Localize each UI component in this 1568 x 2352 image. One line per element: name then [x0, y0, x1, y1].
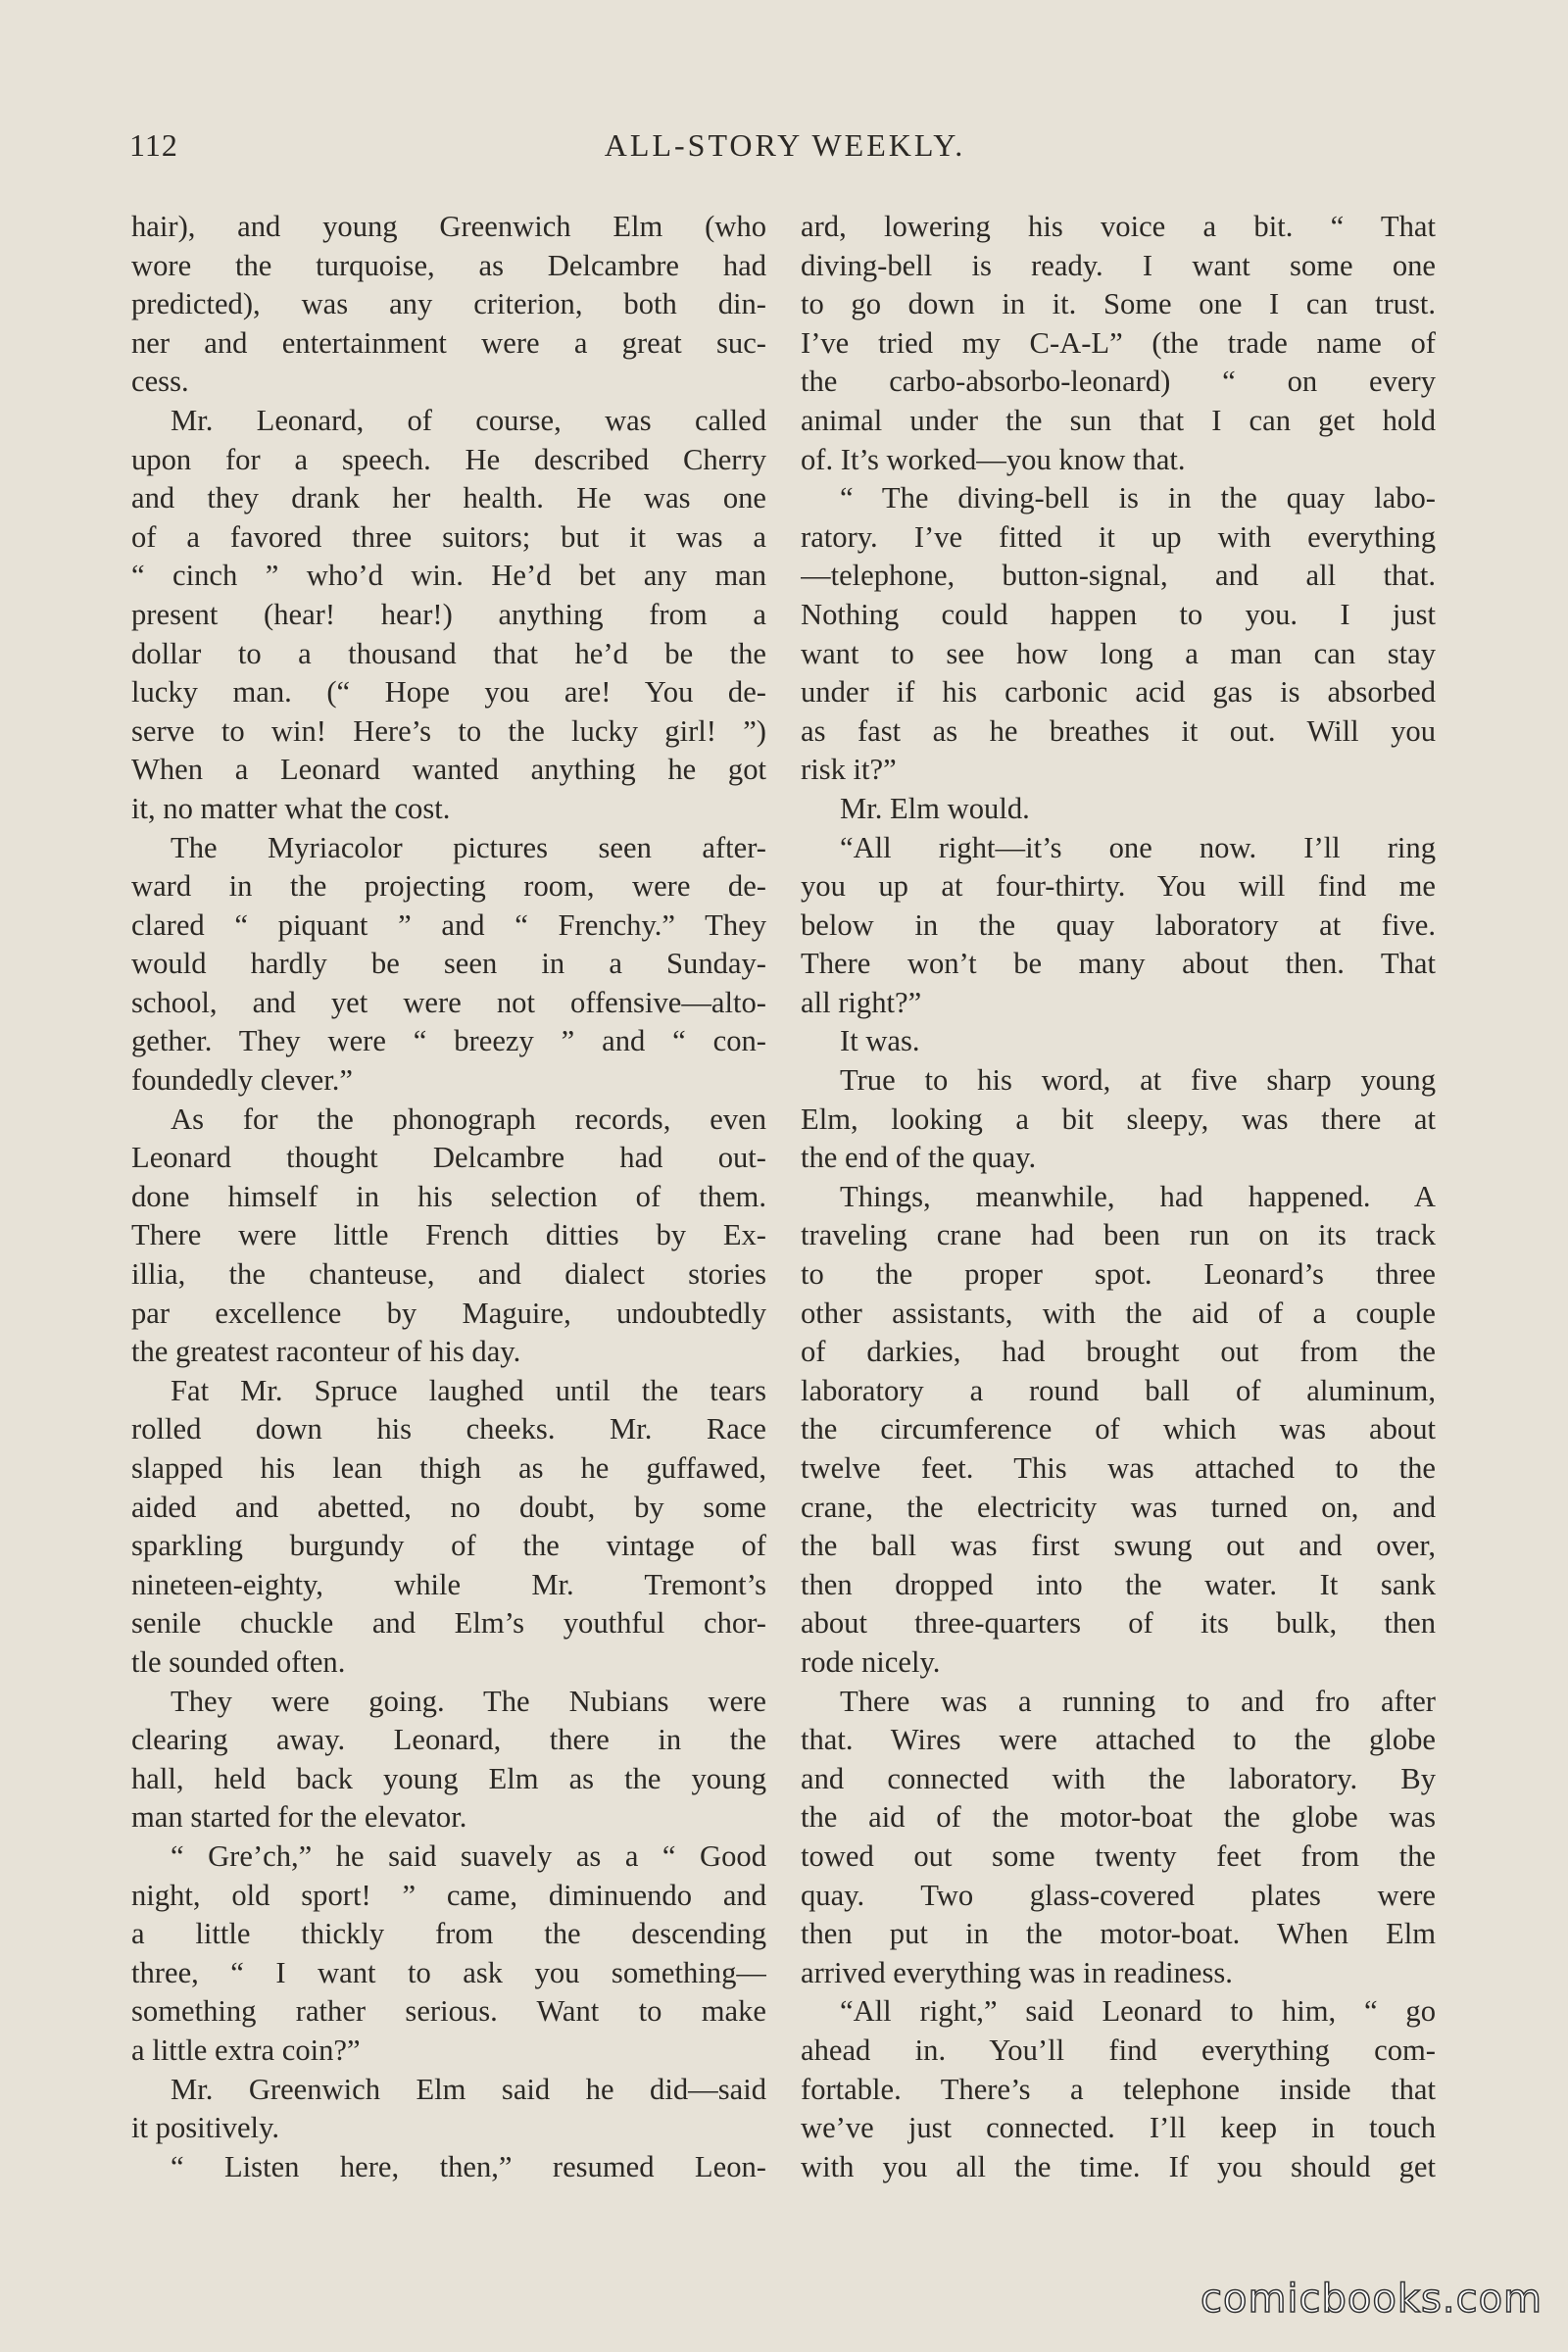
text-line: Mr. Leonard, of course, was called	[171, 403, 766, 437]
text-line: rolled down his cheeks. Mr. Race	[131, 1412, 766, 1446]
left-text-column	[131, 208, 766, 2186]
text-line: crane, the electricity was turned on, and	[801, 1490, 1436, 1524]
page-header	[129, 127, 1441, 176]
text-line: done himself in his selection of them.	[131, 1179, 766, 1213]
text-line: rode nicely.	[801, 1644, 941, 1679]
text-line: present (hear! hear!) anything from a	[131, 597, 766, 631]
text-line: aided and abetted, no doubt, by some	[131, 1490, 766, 1524]
running-title: ALL-STORY WEEKLY.	[604, 127, 966, 163]
text-line: man started for the elevator.	[131, 1800, 467, 1835]
text-line: arrived everything was in readiness.	[801, 1955, 1233, 1989]
text-line: cess.	[131, 365, 189, 399]
text-line: Elm, looking a bit sleepy, was there at	[801, 1102, 1436, 1136]
text-line: traveling crane had been run on its track	[801, 1218, 1436, 1252]
text-line: and they drank her health. He was one	[131, 481, 766, 515]
text-line: below in the quay laboratory at five.	[801, 907, 1436, 942]
text-line: about three-quarters of its bulk, then	[801, 1606, 1436, 1641]
text-line: it positively.	[131, 2111, 279, 2145]
text-line: the aid of the motor-boat the globe was	[801, 1800, 1436, 1835]
text-line: lucky man. (“ Hope you are! You de-	[131, 675, 766, 710]
text-line: senile chuckle and Elm’s youthful chor-	[131, 1606, 766, 1641]
text-line: quay. Two glass-covered plates were	[801, 1878, 1436, 1912]
text-line: I’ve tried my C-A-L” (the trade name of	[801, 325, 1436, 360]
text-line: the carbo-absorbo-leonard) “ on every	[801, 365, 1436, 399]
text-line: tle sounded often.	[131, 1644, 346, 1679]
text-line: animal under the sun that I can get hold	[801, 403, 1436, 437]
text-line: the circumference of which was about	[801, 1412, 1436, 1446]
text-line: clearing away. Leonard, there in the	[131, 1723, 766, 1757]
text-line: predicted), was any criterion, both din-	[131, 287, 766, 321]
text-line: sparkling burgundy of the vintage of	[131, 1529, 766, 1563]
text-line: the end of the quay.	[801, 1141, 1037, 1175]
text-line: ner and entertainment were a great suc-	[131, 325, 766, 360]
text-line: and connected with the laboratory. By	[801, 1761, 1436, 1795]
text-line: it, no matter what the cost.	[131, 791, 451, 825]
text-line: upon for a speech. He described Cherry	[131, 442, 766, 476]
text-line: other assistants, with the aid of a couple	[801, 1296, 1436, 1330]
text-line: want to see how long a man can stay	[801, 636, 1436, 670]
text-line: Mr. Elm would.	[840, 791, 1030, 825]
text-line: “ Listen here, then,” resumed Leon-	[171, 2149, 766, 2183]
text-line: foundedly clever.”	[131, 1063, 353, 1098]
text-line: to go down in it. Some one I can trust.	[801, 287, 1436, 321]
text-line: nineteen-eighty, while Mr. Tremont’s	[131, 1567, 766, 1601]
text-line: wore the turquoise, as Delcambre had	[131, 248, 766, 282]
text-line: the ball was first swung out and over,	[801, 1529, 1436, 1563]
watermark-logo: comicbooks.com	[1200, 2277, 1544, 2322]
text-line: night, old sport! ” came, diminuendo and	[131, 1878, 766, 1912]
text-line: a little extra coin?”	[131, 2033, 361, 2067]
text-line: “ Gre’ch,” he said suavely as a “ Good	[171, 1838, 766, 1873]
text-line: twelve feet. This was attached to the	[801, 1451, 1436, 1485]
text-line: we’ve just connected. I’ll keep in touch	[801, 2111, 1436, 2145]
text-line: would hardly be seen in a Sunday-	[131, 947, 766, 981]
text-line: When a Leonard wanted anything he got	[131, 753, 766, 787]
text-line: The Myriacolor pictures seen after-	[171, 830, 766, 864]
text-line: the greatest raconteur of his day.	[131, 1335, 521, 1369]
text-line: risk it?”	[801, 753, 897, 787]
text-line: all right?”	[801, 985, 922, 1019]
text-line: diving-bell is ready. I want some one	[801, 248, 1436, 282]
text-line: —telephone, button-signal, and all that.	[801, 559, 1436, 593]
text-line: Nothing could happen to you. I just	[801, 597, 1436, 631]
text-line: There was a running to and fro after	[840, 1684, 1436, 1718]
text-line: then dropped into the water. It sank	[801, 1567, 1436, 1601]
text-line: Things, meanwhile, had happened. A	[840, 1179, 1436, 1213]
text-line: “ The diving-bell is in the quay labo-	[840, 481, 1436, 515]
text-line: Fat Mr. Spruce laughed until the tears	[171, 1373, 766, 1407]
text-line: towed out some twenty feet from the	[801, 1838, 1436, 1873]
text-line: gether. They were “ breezy ” and “ con-	[131, 1024, 766, 1058]
text-line: par excellence by Maguire, undoubtedly	[131, 1296, 766, 1330]
text-line: There were little French ditties by Ex-	[131, 1218, 766, 1252]
text-line: that. Wires were attached to the globe	[801, 1723, 1436, 1757]
text-line: Mr. Greenwich Elm said he did—said	[171, 2072, 766, 2106]
text-line: It was.	[840, 1024, 920, 1058]
text-line: ratory. I’ve fitted it up with everything	[801, 519, 1436, 554]
text-line: laboratory a round ball of aluminum,	[801, 1373, 1436, 1407]
text-line: slapped his lean thigh as he guffawed,	[131, 1451, 766, 1485]
right-text-column	[801, 208, 1436, 2186]
text-line: They were going. The Nubians were	[171, 1684, 766, 1718]
text-line: ahead in. You’ll find everything com-	[801, 2033, 1436, 2067]
text-line: dollar to a thousand that he’d be the	[131, 636, 766, 670]
text-line: Leonard thought Delcambre had out-	[131, 1141, 766, 1175]
text-line: True to his word, at five sharp young	[840, 1063, 1436, 1098]
text-line: then put in the motor-boat. When Elm	[801, 1917, 1436, 1951]
text-line: “All right,” said Leonard to him, “ go	[840, 1994, 1436, 2029]
text-line: as fast as he breathes it out. Will you	[801, 713, 1436, 748]
text-line: ard, lowering his voice a bit. “ That	[801, 210, 1436, 243]
text-line: to the proper spot. Leonard’s three	[801, 1257, 1436, 1292]
text-line: under if his carbonic acid gas is absorbed	[801, 675, 1436, 710]
text-line: something rather serious. Want to make	[131, 1994, 766, 2029]
text-line: serve to win! Here’s to the lucky girl! ”)	[131, 713, 766, 748]
text-line: with you all the time. If you should get	[801, 2149, 1436, 2183]
text-line: hair), and young Greenwich Elm (who	[131, 210, 766, 243]
text-line: of darkies, had brought out from the	[801, 1335, 1436, 1369]
text-line: illia, the chanteuse, and dialect stories	[131, 1257, 766, 1292]
text-line: hall, held back young Elm as the young	[131, 1761, 766, 1795]
text-line: of. It’s worked—you know that.	[801, 442, 1186, 476]
text-line: school, and yet were not offensive—alto-	[131, 985, 766, 1019]
page-number: 112	[129, 127, 178, 163]
text-line: “All right—it’s one now. I’ll ring	[840, 830, 1436, 864]
text-line: three, “ I want to ask you something—	[131, 1955, 766, 1989]
text-line: There won’t be many about then. That	[801, 947, 1436, 981]
text-line: a little thickly from the descending	[131, 1917, 766, 1951]
text-line: ward in the projecting room, were de-	[131, 869, 766, 904]
text-line: clared “ piquant ” and “ Frenchy.” They	[131, 907, 766, 942]
text-line: fortable. There’s a telephone inside that	[801, 2072, 1436, 2106]
text-line: “ cinch ” who’d win. He’d bet any man	[131, 559, 766, 593]
text-line: you up at four-thirty. You will find me	[801, 869, 1436, 904]
text-line: As for the phonograph records, even	[171, 1102, 766, 1136]
text-line: of a favored three suitors; but it was a	[131, 519, 766, 554]
